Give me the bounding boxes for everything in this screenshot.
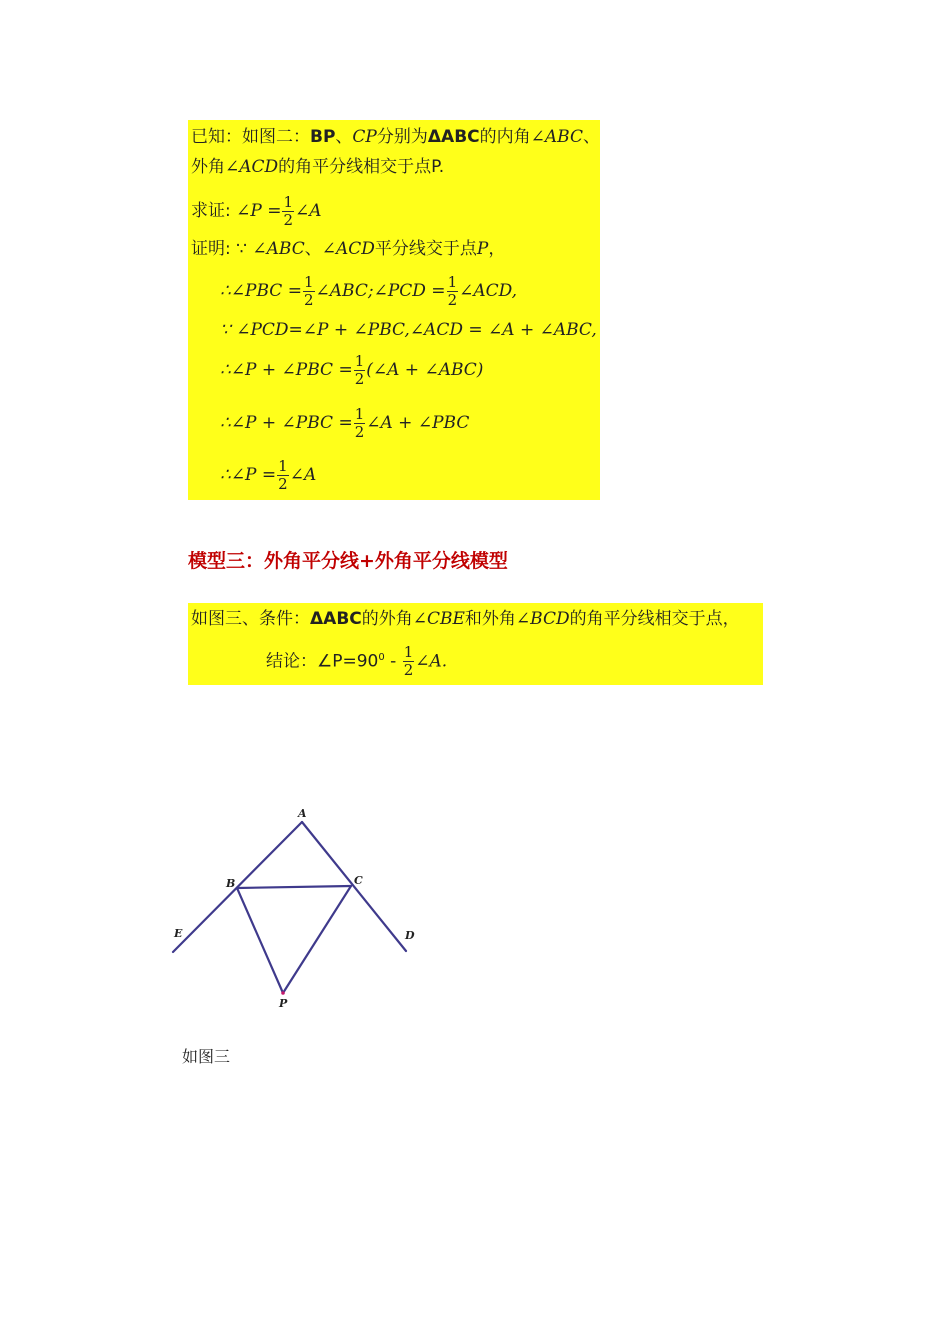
fraction-half: $\frac{1}{2}$ bbox=[447, 273, 458, 309]
fraction-half: $\frac{1}{2}$ bbox=[403, 643, 414, 680]
given-line-1: 已知：如图二：BP、CP分别为ΔABC的内角∠ABC、 bbox=[191, 127, 600, 147]
proof-line-3: ∵ ∠PCD=∠P + ∠PBC,∠ACD = ∠A + ∠ABC, bbox=[220, 320, 597, 340]
label-D: D bbox=[405, 929, 415, 942]
proof-line-4: ∴∠P + ∠PBC = $\frac{1}{2}$ (∠A + ∠ABC) bbox=[220, 352, 484, 388]
label-E: E bbox=[174, 927, 183, 940]
triangle-figure bbox=[160, 800, 430, 1020]
line-C-P bbox=[283, 886, 351, 993]
fraction-half: $\frac{1}{2}$ bbox=[283, 192, 294, 229]
label-B: B bbox=[226, 877, 236, 890]
line-B-P bbox=[237, 888, 283, 993]
fraction-half: $\frac{1}{2}$ bbox=[303, 273, 314, 309]
prove-line: 求证: ∠P = $\frac{1}{2}$ ∠A bbox=[191, 192, 322, 229]
proof-line-6: ∴∠P = $\frac{1}{2}$ ∠A bbox=[220, 457, 317, 493]
label-A: A bbox=[298, 807, 307, 820]
model-box bbox=[188, 603, 763, 685]
fraction-half: $\frac{1}{2}$ bbox=[278, 457, 288, 493]
point-P bbox=[281, 991, 285, 995]
fraction-half: $\frac{1}{2}$ bbox=[354, 352, 365, 388]
fraction-half: $\frac{1}{2}$ bbox=[354, 405, 365, 441]
proof-line-1: 证明: ∵ ∠ABC、∠ACD平分线交于点P， bbox=[191, 239, 506, 259]
label-P: P bbox=[279, 997, 288, 1010]
figure-caption: 如图三 bbox=[182, 1047, 231, 1066]
proof-line-5: ∴∠P + ∠PBC = $\frac{1}{2}$ ∠A + ∠PBC bbox=[220, 405, 470, 441]
conclusion-line: 结论：$\angle P=90^0$ - $\frac{1}{2}$ ∠A. bbox=[266, 643, 448, 680]
section-heading: 模型三：外角平分线+外角平分线模型 bbox=[188, 550, 508, 572]
proof-line-2: ∴∠PBC = $\frac{1}{2}$ ∠ABC;∠PCD = $\frac{1}{2}$ ∠ACD, bbox=[220, 273, 518, 309]
label-C: C bbox=[354, 874, 363, 887]
given-line-2: 外角∠ACD的角平分线相交于点P. bbox=[191, 157, 445, 177]
condition-line: 如图三、条件：ΔABC的外角∠CBE和外角∠BCD的角平分线相交于点， bbox=[191, 609, 740, 629]
line-B-C bbox=[237, 886, 351, 888]
proof-box bbox=[188, 120, 600, 500]
